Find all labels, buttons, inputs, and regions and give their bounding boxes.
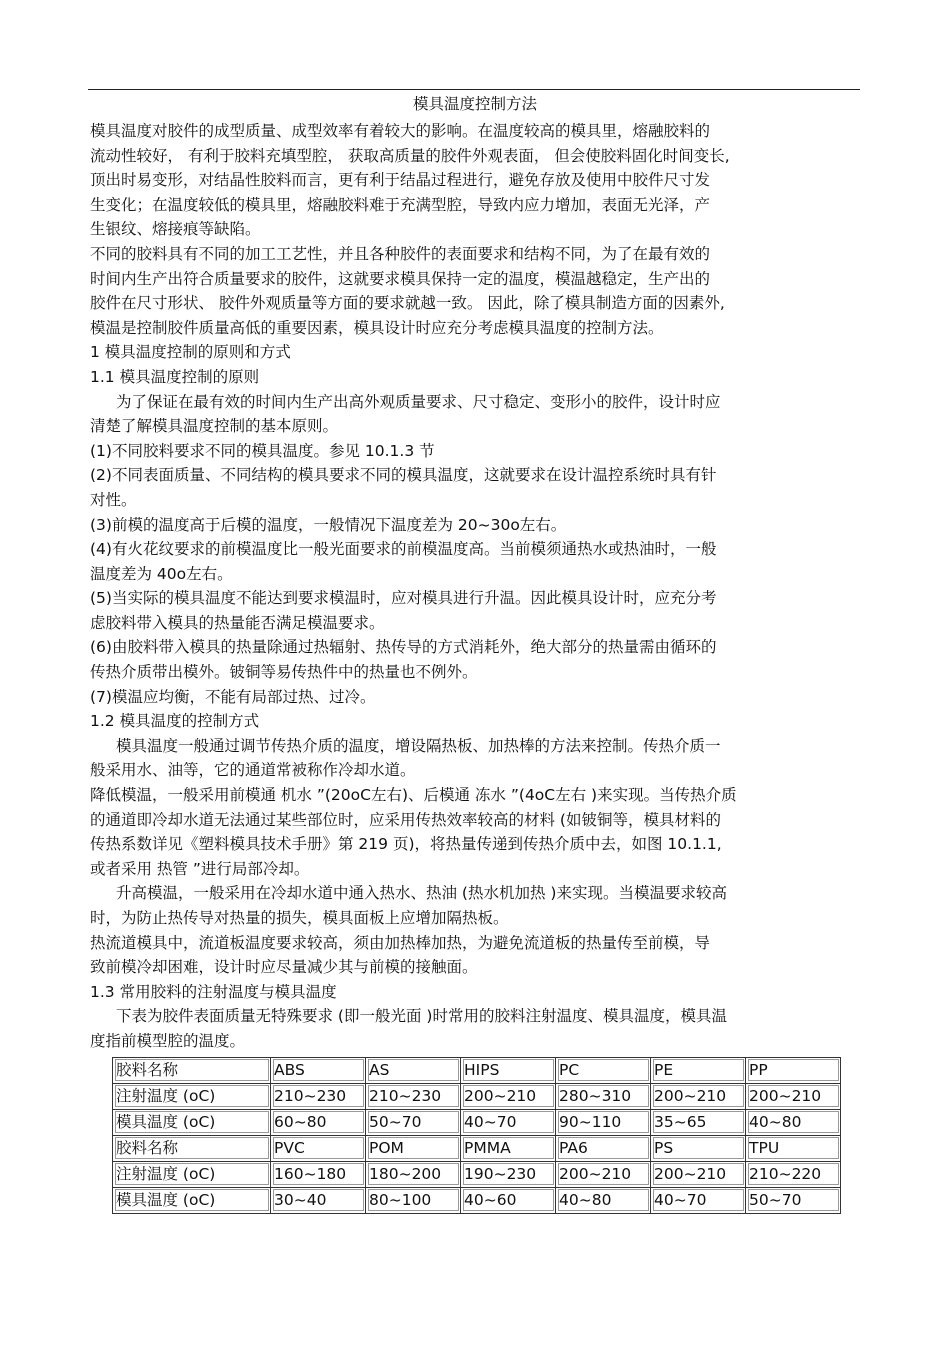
- table-row: [113, 1161, 841, 1187]
- table-cell: PE: [651, 1057, 746, 1083]
- list-item: (6)由胶料带入模具的热量除通过热辐射、热传导的方式消耗外，绝大部分的热量需由循环的: [90, 638, 717, 657]
- paragraph-line: 传热系数详见《塑料模具技术手册》第 219 页)，将热量传递到传热介质中去，如图 10.1.1,: [90, 835, 722, 854]
- table-cell: 50~70: [746, 1187, 841, 1213]
- paragraph-line: 对性。: [90, 490, 137, 509]
- table-cell: ABS: [271, 1057, 366, 1083]
- table-cell: 200~210: [556, 1161, 651, 1187]
- table-cell: 200~210: [651, 1083, 746, 1109]
- paragraph-line: 模具温度对胶件的成型质量、成型效率有着较大的影响。在温度较高的模具里，熔融胶料的: [90, 122, 711, 140]
- table-row: [113, 1109, 841, 1135]
- table-cell: PA6: [556, 1135, 651, 1161]
- table-cell: 40~70: [461, 1109, 556, 1135]
- paragraph-line: 降低模温，一般采用前模通 机水 ”(20oC左右)、后模通 冻水 ”(4oC左右 )来实现。当传热介质: [90, 786, 737, 805]
- list-item: (3)前模的温度高于后模的温度，一般情况下温度差为 20~30o左右。: [90, 515, 567, 534]
- table-cell: 200~210: [746, 1083, 841, 1109]
- paragraph-line: 传热介质带出模外。铍铜等易传热件中的热量也不例外。: [90, 663, 478, 682]
- table-cell: 50~70: [366, 1109, 461, 1135]
- table-row: [113, 1083, 841, 1109]
- table-cell: PS: [651, 1135, 746, 1161]
- paragraph-line: 致前模冷却困难，设计时应尽量减少其与前模的接触面。: [90, 958, 478, 977]
- table-row: [113, 1057, 841, 1083]
- list-item: (4)有火花纹要求的前模温度比一般光面要求的前模温度高。当前模须通热水或热油时，一般: [90, 540, 717, 559]
- table-cell: 模具温度 (oC): [113, 1187, 271, 1213]
- paragraph-line: 或者采用 热管 ”进行局部冷却。: [90, 859, 310, 878]
- table-cell: 胶料名称: [113, 1057, 271, 1083]
- table-cell: 35~65: [651, 1109, 746, 1135]
- subsection-heading: 1.1 模具温度控制的原则: [90, 367, 260, 386]
- paragraph-line: 流动性较好， 有利于胶料充填型腔， 获取高质量的胶件外观表面， 但会使胶料固化时间变长,: [90, 146, 730, 165]
- paragraph-line: 不同的胶料具有不同的加工工艺性，并且各种胶件的表面要求和结构不同，为了在最有效的: [90, 244, 711, 263]
- table-cell: 180~200: [366, 1161, 461, 1187]
- table-cell: 模具温度 (oC): [113, 1109, 271, 1135]
- section-heading: 1 模具温度控制的原则和方式: [90, 343, 291, 362]
- paragraph-line: 温度差为 40o左右。: [90, 564, 233, 583]
- paragraph-line: 顶出时易变形，对结晶性胶料而言，更有利于结晶过程进行，避免存放及使用中胶件尺寸发: [90, 171, 711, 190]
- table-row: [113, 1135, 841, 1161]
- list-item: (1)不同胶料要求不同的模具温度。参见 10.1.3 节: [90, 441, 435, 460]
- table-cell: 40~70: [651, 1187, 746, 1213]
- table-row: [113, 1187, 841, 1213]
- paragraph-line: 生变化；在温度较低的模具里，熔融胶料难于充满型腔，导致内应力增加，表面无光泽，产: [90, 195, 711, 214]
- table-cell: TPU: [746, 1135, 841, 1161]
- table-cell: AS: [366, 1057, 461, 1083]
- table-cell: 注射温度 (oC): [113, 1083, 271, 1109]
- subsection-heading: 1.3 常用胶料的注射温度与模具温度: [90, 982, 337, 1001]
- table-cell: PC: [556, 1057, 651, 1083]
- table-cell: 注射温度 (oC): [113, 1161, 271, 1187]
- table-cell: 40~80: [746, 1109, 841, 1135]
- paragraph-line: 为了保证在最有效的时间内生产出高外观质量要求、尺寸稳定、变形小的胶件，设计时应: [116, 392, 721, 411]
- table-cell: 160~180: [271, 1161, 366, 1187]
- paragraph-line: 生银纹、熔接痕等缺陷。: [90, 220, 261, 239]
- paragraph-line: 升高模温，一般采用在冷却水道中通入热水、热油 (热水机加热 )来实现。当模温要求较高: [116, 884, 727, 903]
- paragraph-line: 下表为胶件表面质量无特殊要求 (即一般光面 )时常用的胶料注射温度、模具温度，模具温: [116, 1007, 727, 1026]
- paragraph-line: 时，为防止热传导对热量的损失，模具面板上应增加隔热板。: [90, 909, 509, 927]
- table-cell: 80~100: [366, 1187, 461, 1213]
- table-cell: 280~310: [556, 1083, 651, 1109]
- paragraph-line: 热流道模具中，流道板温度要求较高，须由加热棒加热，为避免流道板的热量传至前模，导: [90, 933, 711, 952]
- table-cell: 210~220: [746, 1161, 841, 1187]
- table-cell: 40~60: [461, 1187, 556, 1213]
- table-cell: 30~40: [271, 1187, 366, 1213]
- table-cell: PVC: [271, 1135, 366, 1161]
- paragraph-line: 清楚了解模具温度控制的基本原则。: [90, 417, 339, 436]
- paragraph-line: 胶件在尺寸形状、 胶件外观质量等方面的要求就越一致。 因此，除了模具制造方面的因素外,: [90, 294, 725, 313]
- table-cell: 200~210: [461, 1083, 556, 1109]
- paragraph-line: 时间内生产出符合质量要求的胶件，这就要求模具保持一定的温度，模温越稳定，生产出的: [90, 269, 711, 288]
- list-item: (2)不同表面质量、不同结构的模具要求不同的模具温度，这就要求在设计温控系统时具有针: [90, 466, 717, 485]
- table-cell: PP: [746, 1057, 841, 1083]
- table-cell: 90~110: [556, 1109, 651, 1135]
- document-body: [90, 119, 860, 1214]
- paragraph-line: 模温是控制胶件质量高低的重要因素，模具设计时应充分考虑模具温度的控制方法。: [90, 318, 664, 337]
- paragraph-line: 般采用水、油等，它的通道常被称作冷却水道。: [90, 761, 416, 780]
- table-cell: 190~230: [461, 1161, 556, 1187]
- table-cell: POM: [366, 1135, 461, 1161]
- list-item: (7)模温应均衡，不能有局部过热、过冷。: [90, 687, 376, 706]
- table-cell: HIPS: [461, 1057, 556, 1083]
- document-title: 模具温度控制方法: [412, 95, 537, 113]
- table-cell: 胶料名称: [113, 1135, 271, 1161]
- temperature-table: [112, 1057, 841, 1214]
- paragraph-line: 度指前模型腔的温度。: [90, 1031, 246, 1050]
- table-cell: PMMA: [461, 1135, 556, 1161]
- table-cell: 210~230: [271, 1083, 366, 1109]
- table-cell: 40~80: [556, 1187, 651, 1213]
- list-item: (5)当实际的模具温度不能达到要求模温时，应对模具进行升温。因此模具设计时，应充分考: [90, 589, 717, 608]
- header-rule: [88, 89, 860, 90]
- paragraph-line: 的通道即冷却水道无法通过某些部位时，应采用传热效率较高的材料 (如铍铜等，模具材料的: [90, 810, 721, 829]
- subsection-heading: 1.2 模具温度的控制方式: [90, 712, 260, 731]
- paragraph-line: 模具温度一般通过调节传热介质的温度，增设隔热板、加热棒的方法来控制。传热介质一: [116, 736, 721, 755]
- table-cell: 200~210: [651, 1161, 746, 1187]
- paragraph-line: 虑胶料带入模具的热量能否满足模温要求。: [90, 613, 385, 632]
- table-cell: 210~230: [366, 1083, 461, 1109]
- table-cell: 60~80: [271, 1109, 366, 1135]
